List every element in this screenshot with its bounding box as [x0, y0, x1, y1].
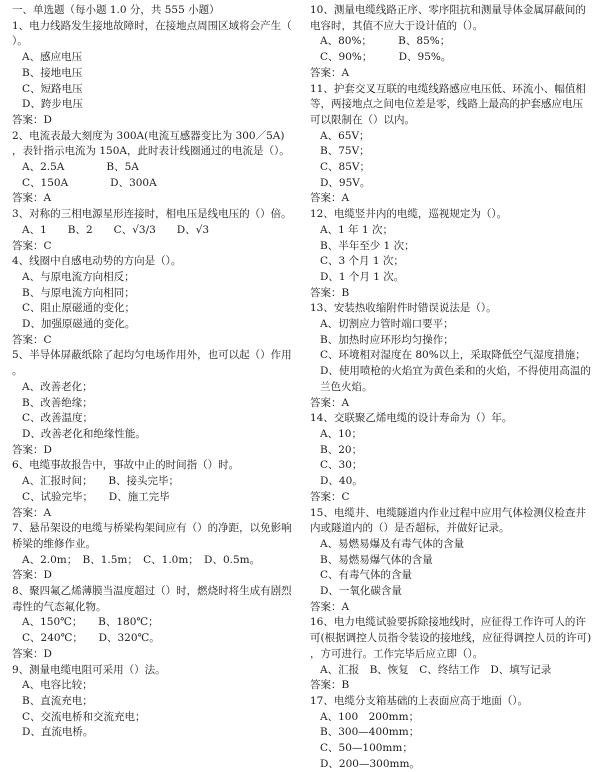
option-line: B、20；: [320, 443, 363, 456]
question-stem: 桥梁的维修作业。: [12, 537, 96, 550]
option-line: A、汇报时间； B、接头完毕；: [22, 475, 180, 488]
option-line: C、阻止原磁通的变化；: [22, 302, 136, 315]
question-right-5: [310, 411, 594, 505]
question-stem: 。: [12, 365, 23, 378]
question-left-3: [12, 207, 296, 254]
question-stem: 4、线圈中自感电动势的方向是（）。: [12, 255, 182, 268]
option-line: A、电容比较；: [22, 679, 93, 692]
answer-line: 答案：A: [12, 506, 52, 519]
question-stem: 8、聚四氟乙烯薄膜当温度超过（）时，燃烧时将生成有剧烈: [12, 585, 292, 598]
question-stem: 内或隧道内的（）是否超标，并做好记录。: [310, 522, 510, 535]
question-stem: 可以限制在（）以内。: [310, 113, 415, 126]
option-line: A、65V；: [320, 129, 370, 142]
option-line: A、改善老化；: [22, 380, 93, 393]
question-stem: 7、悬吊架设的电缆与桥梁构架间应有（）的净距，以免影响: [12, 522, 292, 535]
question-left-6: [12, 458, 296, 521]
answer-line: 答案：D: [12, 647, 52, 660]
question-left-4: [12, 254, 296, 348]
question-stem: ）。: [12, 35, 28, 48]
option-line: B、加热时应环形均匀操作；: [320, 333, 454, 346]
question-left-5: [12, 348, 296, 458]
option-line: A、150℃； B、180℃；: [22, 616, 159, 629]
answer-line: 答案：A: [12, 192, 52, 205]
question-stem: 3、对称的三相电源星形连接时，相电压是线电压的（）倍。: [12, 208, 292, 221]
option-line: B、易燃易爆气体的含量: [320, 553, 433, 566]
option-line: A、2.0m； B、1.5m； C、1.0m； D、0.5m。: [22, 553, 261, 566]
answer-line: 答案：A: [310, 192, 350, 205]
question-left-9: [12, 663, 296, 742]
option-line: D、95V。: [320, 176, 371, 189]
question-stem: 可(根据调控人员指令装设的接地线，应征得调控人员的许可): [310, 632, 592, 645]
question-stem: 17、电缆分支箱基础的上表面应高于地面（）。: [310, 694, 529, 707]
option-line: C、150A D、300A: [22, 176, 157, 189]
question-stem: 毒性的气态氟化物。: [12, 600, 107, 613]
option-line: D、40。: [320, 475, 363, 488]
answer-line: 答案：A: [310, 600, 350, 613]
option-line: B、改善绝缘；: [22, 396, 93, 409]
option-line: A、1 年 1 次；: [320, 223, 393, 236]
option-line: A、2.5A B、5A: [22, 161, 139, 174]
option-line: C、50—100mm；: [320, 742, 413, 755]
answer-line: 答案：A: [310, 66, 350, 79]
section-title: 一、单选题（每小题 1.0 分，共 555 小题）: [12, 4, 220, 16]
question-stem: 1、电力线路发生接地故障时，在接地点周围区域将会产生（: [12, 19, 292, 32]
option-line: D、跨步电压: [22, 98, 83, 111]
option-line: B、半年至少 1 次；: [320, 239, 415, 252]
question-left-2: [12, 129, 296, 208]
option-line: B、75V；: [320, 145, 370, 158]
question-stem: 12、电缆竖井内的电缆，巡视规定为（）。: [310, 208, 508, 221]
option-line: A、10；: [320, 427, 362, 440]
option-line: B、300—400mm；: [320, 726, 420, 739]
option-line: C、3 个月 1 次；: [320, 255, 404, 268]
option-line: 兰色火焰。: [320, 380, 373, 393]
question-right-2: [310, 82, 594, 208]
option-line: A、1 B、2 C、√3/3 D、√3: [22, 223, 210, 236]
option-line: A、80%； B、85%；: [320, 35, 451, 48]
option-line: A、感应电压: [22, 51, 83, 64]
answer-line: 答案：D: [12, 443, 52, 456]
question-stem: 6、电缆事故报告中，事故中止的时间指（）时。: [12, 459, 240, 472]
right-column: [310, 3, 594, 768]
option-line: C、改善温度；: [22, 412, 94, 425]
question-left-7: [12, 521, 296, 584]
option-line: B、与原电流方向相同；: [22, 286, 135, 299]
option-line: A、100 200mm；: [320, 710, 420, 723]
option-line: D、200—300mm。: [320, 757, 420, 770]
option-line: A、汇报 B、恢复 C、终结工作 D、填写记录: [320, 663, 552, 676]
question-right-1: [310, 3, 594, 82]
option-line: D、一氧化碳含量: [320, 585, 402, 598]
option-line: D、使用喷枪的火焰宜为黄色柔和的火焰，不得使用高温的: [320, 365, 591, 378]
option-line: D、加强原磁通的变化。: [22, 318, 136, 331]
option-line: D、直流电桥。: [22, 726, 94, 739]
question-stem: 14、交联聚乙烯电缆的设计寿命为（）年。: [310, 412, 513, 425]
option-line: C、90%； D、95%。: [320, 51, 452, 64]
answer-line: 答案：A: [310, 396, 350, 409]
answer-line: 答案：B: [310, 679, 350, 692]
question-stem: ，方可进行。工作完毕后应立即（）。: [310, 647, 484, 660]
option-line: C、环境相对湿度在 80%以上，采取降低空气湿度措施；: [320, 349, 586, 362]
option-line: C、有毒气体的含量: [320, 569, 413, 582]
question-stem: 5、半导体屏蔽纸除了起均匀电场作用外，也可以起（）作用: [12, 349, 292, 362]
question-left-8: [12, 584, 296, 663]
option-line: A、易燃易爆及有毒气体的含量: [320, 537, 465, 550]
question-right-3: [310, 207, 594, 301]
question-stem: 11、护套交叉互联的电缆线路感应电压低、环流小、幅值相: [310, 82, 586, 95]
option-line: D、改善老化和绝缘性能。: [22, 427, 146, 440]
question-stem: 15、电缆井、电缆隧道内作业过程中应用气体检测仪检查井: [310, 506, 586, 519]
question-stem: ，表针指示电流为 150A，此时表计线圈通过的电流是（）。: [12, 145, 290, 158]
answer-line: 答案：C: [310, 490, 350, 503]
question-stem: 13、安装热收缩附件时错误说法是（）。: [310, 302, 497, 315]
question-right-8: [310, 694, 594, 772]
question-stem: 16、电力电缆试验要拆除接地线时，应征得工作许可人的许: [310, 616, 586, 629]
option-line: C、短路电压: [22, 82, 83, 95]
question-stem: 9、测量电缆电阻可采用（）法。: [12, 663, 166, 676]
option-line: C、30；: [320, 459, 363, 472]
question-stem: 电容时，其值不应大于设计值的（）。: [310, 19, 484, 32]
question-right-7: [310, 615, 594, 694]
option-line: B、接地电压: [22, 66, 83, 79]
question-stem: 2、电流表最大刻度为 300A(电流互感器变比为 300／5A): [12, 129, 285, 142]
option-line: B、直流充电；: [22, 694, 93, 707]
question-left-1: [12, 19, 296, 129]
answer-line: 答案：C: [12, 333, 52, 346]
answer-line: 答案：C: [12, 239, 52, 252]
answer-line: 答案：B: [310, 286, 350, 299]
option-line: D、1 个月 1 次。: [320, 270, 405, 283]
question-stem: 10、测量电缆线路正序、零序阻抗和测量导体金属屏蔽间的: [310, 4, 586, 16]
option-line: A、与原电流方向相反；: [22, 270, 135, 283]
question-right-6: [310, 506, 594, 616]
option-line: C、85V；: [320, 161, 370, 174]
question-right-4: [310, 301, 594, 411]
answer-line: 答案：D: [12, 569, 52, 582]
answer-line: 答案：D: [12, 113, 52, 126]
option-line: C、240℃； D、320℃。: [22, 632, 160, 645]
option-line: C、试验完毕； D、施工完毕: [22, 490, 170, 503]
option-line: A、切割应力管时端口要平；: [320, 318, 454, 331]
option-line: C、交流电桥和交流充电；: [22, 710, 146, 723]
left-column: [12, 3, 296, 768]
question-stem: 等，两接地点之间电位差是零，线路上最高的护套感应电压: [310, 98, 583, 111]
